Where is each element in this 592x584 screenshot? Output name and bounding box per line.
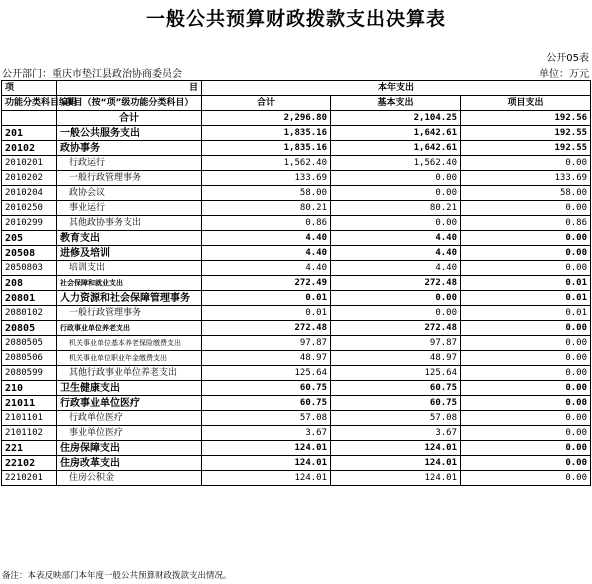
total-cell: 125.64 — [202, 366, 331, 381]
name-cell: 合计 — [57, 111, 202, 126]
table-row — [2, 126, 591, 141]
table-row — [2, 231, 591, 246]
basic-cell: 60.75 — [331, 396, 461, 411]
project-cell: 0.00 — [461, 351, 591, 366]
project-cell: 0.86 — [461, 216, 591, 231]
project-cell: 0.00 — [461, 471, 591, 486]
project-cell: 0.00 — [461, 336, 591, 351]
total-cell: 4.40 — [202, 261, 331, 276]
code-cell: 20508 — [2, 246, 57, 261]
expenditure-table — [1, 80, 591, 486]
total-cell: 4.40 — [202, 231, 331, 246]
name-cell: 住房保障支出 — [57, 441, 202, 456]
header-row-top — [2, 81, 591, 96]
code-cell: 2080102 — [2, 306, 57, 321]
total-cell: 60.75 — [202, 381, 331, 396]
basic-cell: 1,642.61 — [331, 126, 461, 141]
name-cell: 培训支出 — [57, 261, 202, 276]
code-cell: 2010299 — [2, 216, 57, 231]
table-row — [2, 351, 591, 366]
code-cell: 2101102 — [2, 426, 57, 441]
name-cell: 机关事业单位职业年金缴费支出 — [57, 351, 202, 366]
name-cell: 进修及培训 — [57, 246, 202, 261]
table-row — [2, 261, 591, 276]
code-cell: 201 — [2, 126, 57, 141]
basic-cell: 124.01 — [331, 471, 461, 486]
total-cell: 272.49 — [202, 276, 331, 291]
table-row — [2, 201, 591, 216]
total-cell: 2,296.80 — [202, 111, 331, 126]
table-row — [2, 456, 591, 471]
name-cell: 行政运行 — [57, 156, 202, 171]
table-row — [2, 291, 591, 306]
header-row-columns — [2, 96, 591, 111]
basic-cell: 4.40 — [331, 261, 461, 276]
header-project: 项目支出 — [461, 96, 591, 111]
page-title: 一般公共预算财政拨款支出决算表 — [145, 8, 446, 30]
name-cell: 人力资源和社会保障管理事务 — [57, 291, 202, 306]
project-cell: 133.69 — [461, 171, 591, 186]
basic-cell: 97.87 — [331, 336, 461, 351]
code-cell: 2080599 — [2, 366, 57, 381]
basic-cell: 57.08 — [331, 411, 461, 426]
total-cell: 97.87 — [202, 336, 331, 351]
basic-cell: 3.67 — [331, 426, 461, 441]
name-cell: 一般行政管理事务 — [57, 171, 202, 186]
table-row — [2, 246, 591, 261]
total-cell: 58.00 — [202, 186, 331, 201]
total-cell: 272.48 — [202, 321, 331, 336]
code-cell: 2210201 — [2, 471, 57, 486]
name-cell: 事业运行 — [57, 201, 202, 216]
project-cell: 0.00 — [461, 246, 591, 261]
basic-cell: 0.00 — [331, 186, 461, 201]
name-cell: 行政事业单位养老支出 — [57, 321, 202, 336]
header-item-mu-cell: 目 — [57, 81, 202, 96]
total-cell: 1,835.16 — [202, 126, 331, 141]
project-cell: 0.00 — [461, 231, 591, 246]
name-cell: 行政单位医疗 — [57, 411, 202, 426]
code-cell: 21011 — [2, 396, 57, 411]
name-cell: 行政事业单位医疗 — [57, 396, 202, 411]
basic-cell: 2,104.25 — [331, 111, 461, 126]
code-cell: 2010250 — [2, 201, 57, 216]
basic-cell: 0.00 — [331, 291, 461, 306]
basic-cell: 1,562.40 — [331, 156, 461, 171]
header-code: 功能分类科目编码 — [2, 96, 57, 111]
total-cell: 1,562.40 — [202, 156, 331, 171]
total-cell: 60.75 — [202, 396, 331, 411]
table-row — [2, 276, 591, 291]
table-row — [2, 396, 591, 411]
table-body — [2, 111, 591, 486]
total-cell: 4.40 — [202, 246, 331, 261]
project-cell: 0.00 — [461, 366, 591, 381]
code-cell: 2010201 — [2, 156, 57, 171]
code-cell — [2, 111, 57, 126]
code-cell: 210 — [2, 381, 57, 396]
code-cell: 22102 — [2, 456, 57, 471]
table-row — [2, 111, 591, 126]
project-cell: 192.55 — [461, 126, 591, 141]
footnote: 备注：本表反映部门本年度一般公共预算财政拨款支出情况。 — [2, 571, 232, 581]
code-cell: 20805 — [2, 321, 57, 336]
total-cell: 3.67 — [202, 426, 331, 441]
project-cell: 0.00 — [461, 396, 591, 411]
basic-cell: 4.40 — [331, 231, 461, 246]
name-cell: 一般公共服务支出 — [57, 126, 202, 141]
table-row — [2, 336, 591, 351]
total-cell: 57.08 — [202, 411, 331, 426]
project-cell: 0.00 — [461, 411, 591, 426]
name-cell: 一般行政管理事务 — [57, 306, 202, 321]
total-cell: 80.21 — [202, 201, 331, 216]
name-cell: 社会保障和就业支出 — [57, 276, 202, 291]
name-cell: 政协会议 — [57, 186, 202, 201]
name-cell: 事业单位医疗 — [57, 426, 202, 441]
total-cell: 133.69 — [202, 171, 331, 186]
table-row — [2, 321, 591, 336]
header-item-cell: 项 — [2, 81, 57, 96]
basic-cell: 272.48 — [331, 276, 461, 291]
table-row — [2, 426, 591, 441]
project-cell: 0.00 — [461, 321, 591, 336]
code-cell: 2010204 — [2, 186, 57, 201]
table-row — [2, 366, 591, 381]
code-cell: 20801 — [2, 291, 57, 306]
total-cell: 124.01 — [202, 471, 331, 486]
header-current-year: 本年支出 — [202, 81, 591, 96]
project-cell: 0.00 — [461, 261, 591, 276]
header-total: 合计 — [202, 96, 331, 111]
code-cell: 205 — [2, 231, 57, 246]
table-row — [2, 381, 591, 396]
code-cell: 2080506 — [2, 351, 57, 366]
table-row — [2, 171, 591, 186]
project-cell: 192.55 — [461, 141, 591, 156]
project-cell: 0.00 — [461, 381, 591, 396]
form-number: 公开05表 — [546, 53, 589, 64]
project-cell: 58.00 — [461, 186, 591, 201]
code-cell: 221 — [2, 441, 57, 456]
table-row — [2, 411, 591, 426]
project-cell: 0.00 — [461, 456, 591, 471]
header-basic: 基本支出 — [331, 96, 461, 111]
table-row — [2, 141, 591, 156]
unit-label: 单位：万元 — [539, 69, 589, 80]
name-cell: 其他行政事业单位养老支出 — [57, 366, 202, 381]
table-row — [2, 441, 591, 456]
basic-cell: 1,642.61 — [331, 141, 461, 156]
total-cell: 48.97 — [202, 351, 331, 366]
project-cell: 0.00 — [461, 426, 591, 441]
code-cell: 20102 — [2, 141, 57, 156]
code-cell: 2010202 — [2, 171, 57, 186]
table-row — [2, 471, 591, 486]
project-cell: 0.01 — [461, 291, 591, 306]
basic-cell: 272.48 — [331, 321, 461, 336]
basic-cell: 0.00 — [331, 216, 461, 231]
basic-cell: 124.01 — [331, 456, 461, 471]
header-name: 项目（按“项”级功能分类科目） — [57, 96, 202, 111]
basic-cell: 0.00 — [331, 171, 461, 186]
name-cell: 其他政协事务支出 — [57, 216, 202, 231]
department-label: 公开部门：重庆市垫江县政治协商委员会 — [2, 69, 182, 80]
name-cell: 教育支出 — [57, 231, 202, 246]
table-row — [2, 306, 591, 321]
total-cell: 1,835.16 — [202, 141, 331, 156]
project-cell: 0.01 — [461, 276, 591, 291]
total-cell: 124.01 — [202, 441, 331, 456]
code-cell: 2101101 — [2, 411, 57, 426]
basic-cell: 4.40 — [331, 246, 461, 261]
basic-cell: 0.00 — [331, 306, 461, 321]
name-cell: 住房改革支出 — [57, 456, 202, 471]
total-cell: 124.01 — [202, 456, 331, 471]
basic-cell: 48.97 — [331, 351, 461, 366]
total-cell: 0.86 — [202, 216, 331, 231]
project-cell: 0.00 — [461, 156, 591, 171]
name-cell: 卫生健康支出 — [57, 381, 202, 396]
table-row — [2, 186, 591, 201]
total-cell: 0.01 — [202, 291, 331, 306]
basic-cell: 60.75 — [331, 381, 461, 396]
table-row — [2, 216, 591, 231]
basic-cell: 80.21 — [331, 201, 461, 216]
project-cell: 192.56 — [461, 111, 591, 126]
code-cell: 208 — [2, 276, 57, 291]
total-cell: 0.01 — [202, 306, 331, 321]
name-cell: 政协事务 — [57, 141, 202, 156]
basic-cell: 124.01 — [331, 441, 461, 456]
basic-cell: 125.64 — [331, 366, 461, 381]
code-cell: 2080505 — [2, 336, 57, 351]
name-cell: 机关事业单位基本养老保险缴费支出 — [57, 336, 202, 351]
code-cell: 2050803 — [2, 261, 57, 276]
project-cell: 0.00 — [461, 441, 591, 456]
name-cell: 住房公积金 — [57, 471, 202, 486]
table-row — [2, 156, 591, 171]
project-cell: 0.00 — [461, 201, 591, 216]
project-cell: 0.01 — [461, 306, 591, 321]
